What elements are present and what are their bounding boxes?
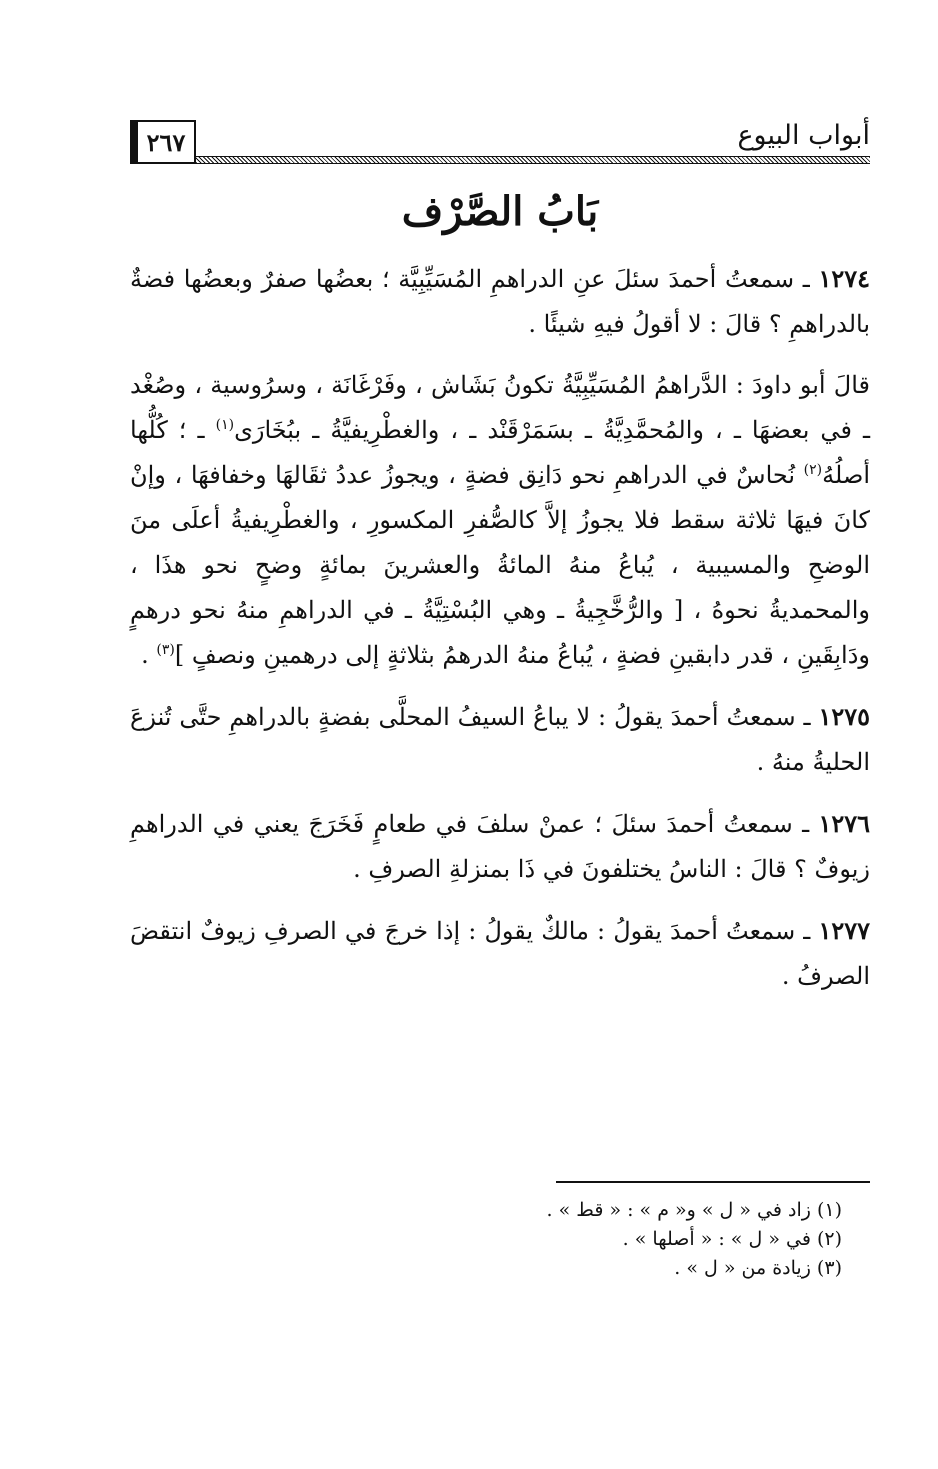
footnote-rule: [556, 1181, 870, 1183]
paragraph-abu-dawud: [130, 363, 870, 678]
footnote-ref-1[interactable]: (١): [215, 417, 235, 433]
entry-text: نُحاسٌ في الدراهمِ نحو دَانِق فضةٍ ، ويجوزُ عددُ ثقَالهَا وخفافهَا ، وإنْ كانَ فيهَا ثلاثة سقط فلا يجوزُ إلاَّ كالصُّفرِ المكسورِ ، والغطْرِيفيةُ أعلَى منَ الوضحِ والمسيبية ، يُباعُ منهُ المائةُ والعشرينَ بمائةٍ وضحٍ نحو هذَا ، والمحمديةُ نحوهُ ، [ والرُّخَّجِيةُ ـ وهي البُسْتِيَّةُ ـ في الدراهمِ منهُ نحو درهمٍ ودَابِقَينِ ، قدر دابقينِ فضةٍ ، يُباعُ منهُ الدرهمُ بثلاثةٍ إلى درهمينِ ونصفٍ ]: [130, 461, 870, 669]
running-title: أبواب البيوع: [737, 120, 870, 151]
entry-text: قالَ أبو داودَ : الدَّراهمُ المُسَيِّبِيَّةُ تكونُ بَشَاش ، وفَرْغَانَة ، وسرُوسية ، وصُغْد ـ في بعضهَا ـ ، والمُحمَّدِيَّةُ ـ بسَمَرْقَنْد ـ ، والغطْرِيفيَّةُ ـ ببُخَارَى: [130, 371, 871, 444]
footnotes: [130, 1196, 842, 1283]
footnote-3: (٣) زيادة من « ل » .: [674, 1257, 842, 1279]
entry-text: ـ ؛ كُلُّها أصلُهُ: [130, 416, 870, 489]
entry-number: ١٢٧٤: [818, 264, 870, 293]
entry-text: سمعتُ أحمدَ سئلَ ؛ عمنْ سلفَ في طعامٍ فَخَرَجَ يعني في الدراهمِ زيوفٌ ؟ قالَ : الناسُ يختلفونَ في ذَا بمنزلةِ الصرفِ .: [130, 810, 870, 883]
entry-separator: ـ: [792, 810, 819, 838]
entry-text: سمعتُ أحمدَ يقولُ : لا يباعُ السيفُ المحلَّى بفضةٍ بالدراهمِ حتَّى تُنزعَ الحليةُ منهُ .: [130, 703, 870, 776]
footnote-2: (٢) في « ل » : « أصلها » .: [622, 1228, 842, 1250]
entry-number: ١٢٧٦: [818, 809, 871, 838]
entry-text: .: [141, 641, 157, 669]
entry-separator: ـ: [795, 703, 819, 731]
main-text: [130, 256, 870, 1015]
header-rule: [196, 156, 870, 164]
page-number: ٢٦٧: [130, 120, 196, 164]
paragraph-1274: [130, 256, 870, 347]
footnote-ref-2[interactable]: (٢): [803, 462, 823, 478]
footnote-ref-3[interactable]: (٣): [156, 642, 175, 658]
entry-number: ١٢٧٧: [818, 916, 870, 945]
entry-separator: ـ: [795, 917, 819, 945]
running-header: [130, 112, 870, 172]
entry-separator: ـ: [794, 265, 819, 293]
footnote-1: (١) زاد في « ل » و« م » : « قط » .: [546, 1199, 842, 1221]
entry-number: ١٢٧٥: [818, 702, 870, 731]
paragraph-1275: [130, 694, 870, 785]
paragraph-1276: [130, 801, 870, 892]
entry-text: سمعتُ أحمدَ يقولُ : مالكٌ يقولُ : إذا خرجَ في الصرفِ زيوفٌ انتقضَ الصرفُ .: [130, 917, 870, 990]
paragraph-1277: [130, 908, 870, 999]
entry-text: سمعتُ أحمدَ سئلَ عنِ الدراهمِ المُسَيِّبِيَّة ؛ بعضُها صفرٌ وبعضُها فضةٌ بالدراهمِ ؟ قالَ : لا أقولُ فيهِ شيئًا .: [130, 265, 870, 338]
chapter-title: بَابُ الصَّرْف: [401, 188, 599, 235]
